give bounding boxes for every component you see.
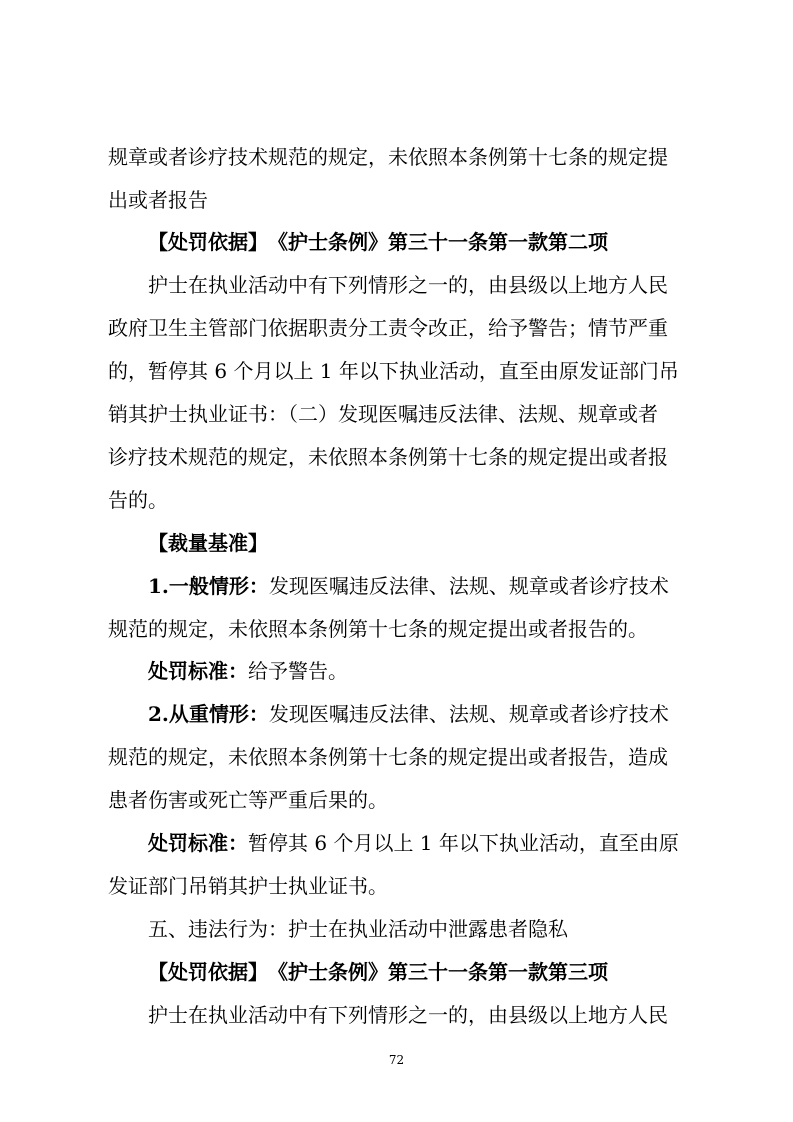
page-number: 72 [388,1053,405,1067]
case-label: 1.一般情形： [148,574,269,598]
text-line: 销其护士执业证书：（二）发现医嘱违反法律、法规、规章或者 [108,402,658,426]
violation-heading: 五、违法行为：护士在执业活动中泄露患者隐私 [148,917,568,941]
text-line: 规范的规定，未依照本条例第十七条的规定提出或者报告，造成 [108,745,668,769]
text-line: 出或者报告 [108,188,208,212]
text-line: 规范的规定，未依照本条例第十七条的规定提出或者报告的。 [108,617,648,641]
text-line: 告的。 [108,488,168,512]
general-case-line: 1.一般情形：发现医嘱违反法律、法规、规章或者诊疗技术 [148,574,669,598]
case-label: 2.从重情形： [148,702,269,726]
paragraph-start-line: 护士在执业活动中有下列情形之一的，由县级以上地方人民 [148,273,668,297]
penalty-standard-line: 处罚标准：暂停其 6 个月以上 1 年以下执业活动，直至由原 [148,831,679,855]
text-line: 规章或者诊疗技术规范的规定，未依照本条例第十七条的规定提 [108,145,668,169]
penalty-basis-heading: 【处罚依据】 《护士条例》第三十一条第一款第三项 [148,960,608,984]
text-line: 患者伤害或死亡等严重后果的。 [108,788,388,812]
aggravated-case-line: 2.从重情形：发现医嘱违反法律、法规、规章或者诊疗技术 [148,702,669,726]
discretion-standard-heading [148,523,708,563]
text-line: 发证部门吊销其护士执业证书。 [108,874,388,898]
penalty-basis-heading: 【处罚依据】 《护士条例》第三十一条第一款第二项 [148,230,608,254]
standard-label: 处罚标准： [148,831,248,855]
text-line: 政府卫生主管部门依据职责分工责令改正，给予警告；情节严重 [108,316,668,340]
text-line: 诊疗技术规范的规定，未依照本条例第十七条的规定提出或者报 [108,445,668,469]
text-line: 的，暂停其 6 个月以上 1 年以下执业活动，直至由原发证部门吊 [108,359,679,383]
section-label: 【处罚依据】 [148,960,258,984]
paragraph-start-line: 护士在执业活动中有下列情形之一的，由县级以上地方人民 [148,1003,668,1027]
section-label: 【处罚依据】 [148,230,258,254]
section-label: 【裁量基准】 [148,531,268,555]
standard-label: 处罚标准： [148,659,248,683]
penalty-standard-line: 处罚标准：给予警告。 [148,659,348,683]
